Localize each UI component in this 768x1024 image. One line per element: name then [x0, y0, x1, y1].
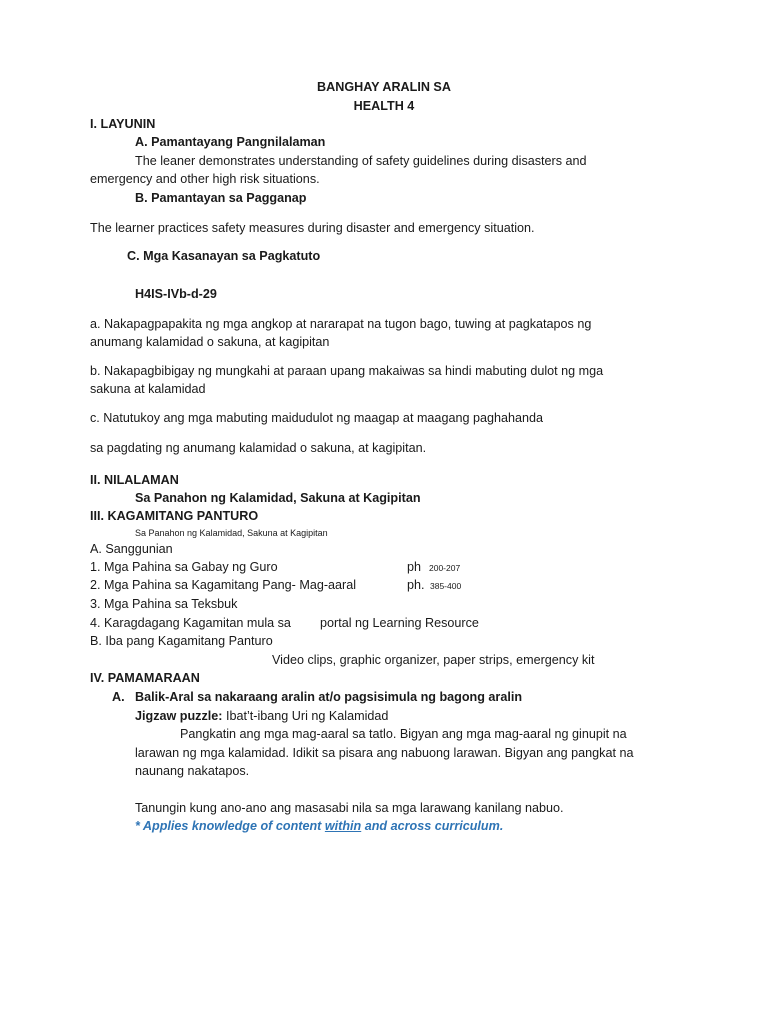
- objective-b-line-2: sakuna at kalamidad: [90, 382, 206, 396]
- curriculum-note: [135, 817, 503, 835]
- objective-a-line-2: anumang kalamidad o sakuna, at kagipitan: [90, 335, 330, 349]
- jigsaw-label: Jigzaw puzzle:: [135, 709, 223, 723]
- activity-line-3: naunang nakatapos.: [135, 764, 250, 778]
- activity-line-1: Pangkatin ang mga mag-aaral sa tatlo. Bigyan ang mga mag-aaral ng ginupit na: [180, 727, 627, 741]
- performance-standard: The learner practices safety measures during disaster and emergency situation.: [90, 221, 535, 235]
- materials-list: Video clips, graphic organizer, paper strips, emergency kit: [272, 653, 595, 667]
- note-prefix: * Applies knowledge of content: [135, 819, 325, 833]
- additional-materials: 4. Karagdagang Kagamitan mula sa: [90, 616, 291, 630]
- jigsaw-puzzle-line: [135, 707, 388, 725]
- objective-c-line-1: c. Natutukoy ang mga mabuting maidudulot ng maagap at maagang paghahanda: [90, 411, 543, 425]
- title-line-1: BANGHAY ARALIN SA: [317, 80, 451, 94]
- section-3-heading: III. KAGAMITANG PANTURO: [90, 509, 259, 523]
- objective-b-line-1: b. Nakapagbibigay ng mungkahi at paraan upang makaiwas sa hindi mabuting dulot ng mga: [90, 364, 604, 378]
- section-1-heading: I. LAYUNIN: [90, 117, 156, 131]
- subheading-c: C. Mga Kasanayan sa Pagkatuto: [127, 249, 321, 263]
- competency-code: H4IS-IVb-d-29: [135, 287, 217, 301]
- teacher-guide-pages: 1. Mga Pahina sa Gabay ng Guro: [90, 560, 278, 574]
- content-standard-line-1: The leaner demonstrates understanding of safety guidelines during disasters and: [135, 154, 587, 168]
- teacher-guide-ph-label: ph: [407, 560, 422, 574]
- jigsaw-text: Ibat’t-ibang Uri ng Kalamidad: [222, 709, 389, 723]
- note-suffix: and across curriculum.: [361, 819, 504, 833]
- textbook-pages: 3. Mga Pahina sa Teksbuk: [90, 597, 238, 611]
- procedure-a-title: Balik-Aral sa nakaraang aralin at/o pagsisimula ng bagong aralin: [135, 690, 523, 704]
- learner-material-pages: 2. Mga Pahina sa Kagamitang Pang- Mag-aaral: [90, 578, 357, 592]
- section-4-heading: IV. PAMAMARAAN: [90, 671, 200, 685]
- subheading-a: A. Pamantayang Pangnilalaman: [135, 135, 326, 149]
- title-line-2: HEALTH 4: [353, 99, 415, 113]
- objective-c-line-2: sa pagdating ng anumang kalamidad o sakuna, at kagipitan.: [90, 441, 427, 455]
- lr-portal: portal ng Learning Resource: [320, 616, 479, 630]
- references-heading: A. Sanggunian: [90, 542, 173, 556]
- subheading-b: B. Pamantayan sa Pagganap: [135, 191, 307, 205]
- procedure-a-label: A.: [112, 690, 125, 704]
- activity-question: Tanungin kung ano-ano ang masasabi nila sa mga larawang kanilang nabuo.: [135, 801, 564, 815]
- learner-material-ph-label: ph.: [407, 578, 425, 592]
- objective-a-line-1: a. Nakapagpapakita ng mga angkop at nararapat na tugon bago, tuwing at pagkatapos ng: [90, 317, 592, 331]
- note-underlined: within: [324, 819, 362, 833]
- teacher-guide-page-range: 200-207: [429, 563, 461, 573]
- section-2-heading: II. NILALAMAN: [90, 473, 179, 487]
- learner-material-page-range: 385-400: [430, 581, 462, 591]
- lesson-topic: Sa Panahon ng Kalamidad, Sakuna at Kagipitan: [135, 491, 421, 505]
- other-materials-heading: B. Iba pang Kagamitang Panturo: [90, 634, 273, 648]
- content-standard-line-2: emergency and other high risk situations.: [90, 172, 320, 186]
- materials-subtitle: Sa Panahon ng Kalamidad, Sakuna at Kagipitan: [135, 528, 328, 538]
- activity-line-2: larawan ng mga kalamidad. Idikit sa pisara ang nabuong larawan. Bigyan ang pangkat na: [135, 746, 634, 760]
